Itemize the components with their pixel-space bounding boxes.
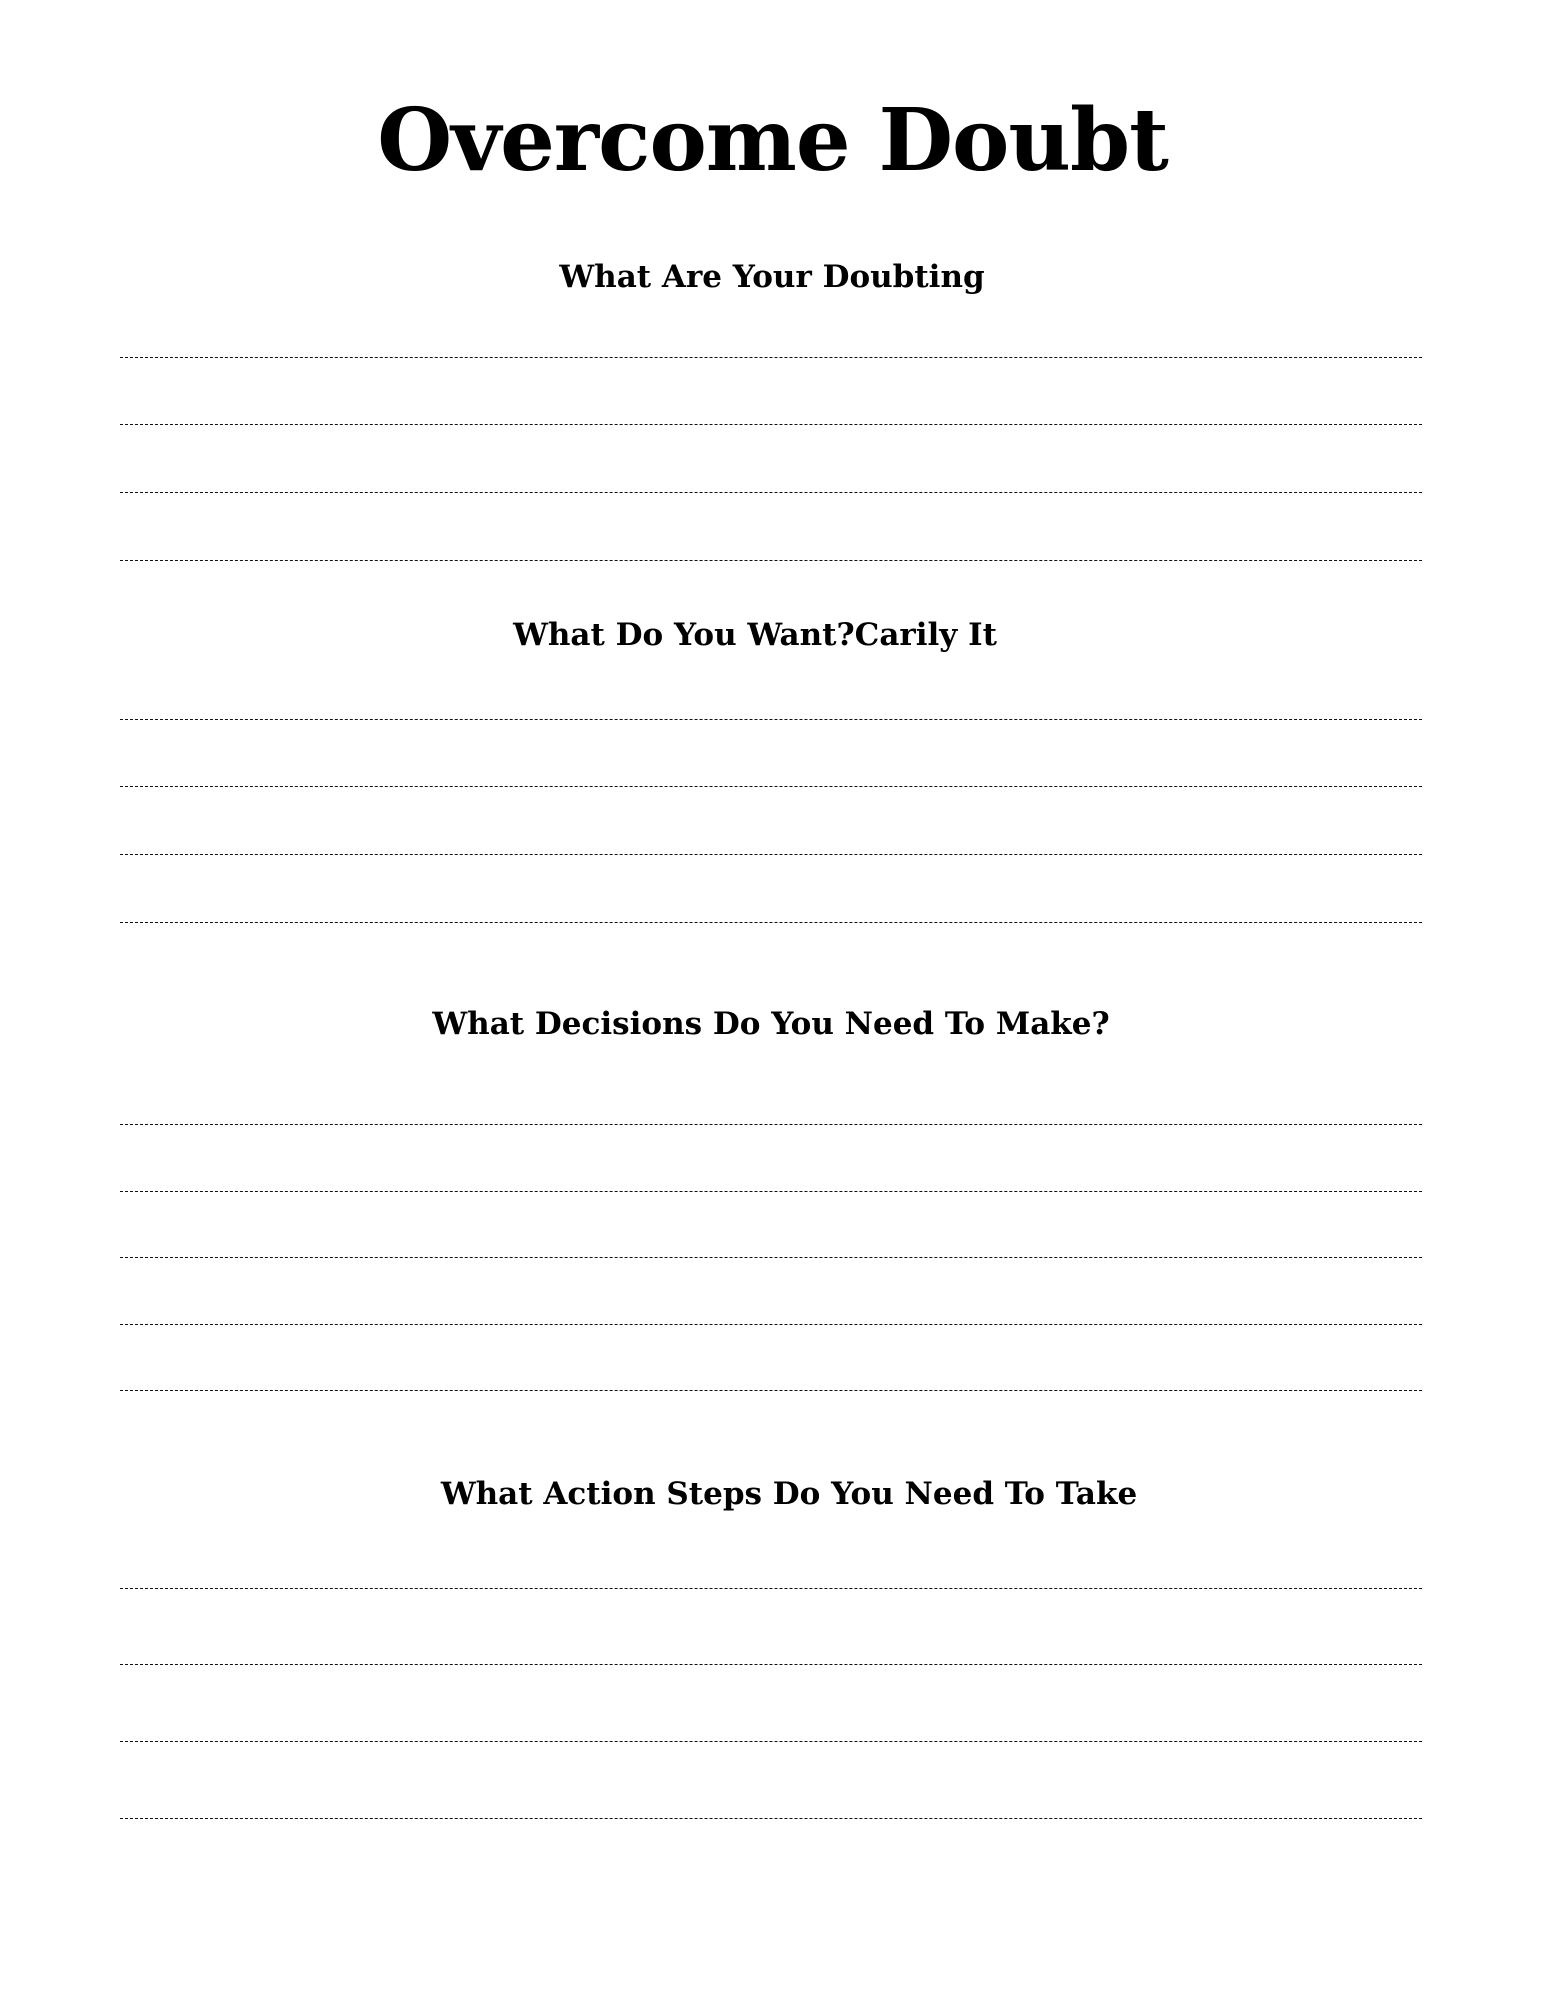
writing-line[interactable]	[120, 1324, 1422, 1325]
section-heading-action-steps: What Action Steps Do You Need To Take	[440, 1476, 1138, 1512]
writing-line[interactable]	[120, 1390, 1422, 1391]
writing-line[interactable]	[120, 560, 1422, 561]
writing-line[interactable]	[120, 854, 1422, 855]
writing-line[interactable]	[120, 786, 1422, 787]
writing-line[interactable]	[120, 719, 1422, 720]
writing-line[interactable]	[120, 1191, 1422, 1192]
section-heading-doubts: What Are Your Doubting	[559, 259, 985, 295]
writing-line[interactable]	[120, 922, 1422, 923]
page-title: Overcome Doubt	[377, 90, 1168, 191]
writing-line[interactable]	[120, 424, 1422, 425]
writing-line[interactable]	[120, 492, 1422, 493]
writing-line[interactable]	[120, 1818, 1422, 1819]
writing-line[interactable]	[120, 1257, 1422, 1258]
writing-line[interactable]	[120, 1124, 1422, 1125]
section-heading-want: What Do You Want?Carily It	[513, 617, 997, 653]
writing-line[interactable]	[120, 1741, 1422, 1742]
section-heading-decisions: What Decisions Do You Need To Make?	[432, 1006, 1110, 1042]
writing-line[interactable]	[120, 357, 1422, 358]
writing-line[interactable]	[120, 1664, 1422, 1665]
writing-line[interactable]	[120, 1588, 1422, 1589]
